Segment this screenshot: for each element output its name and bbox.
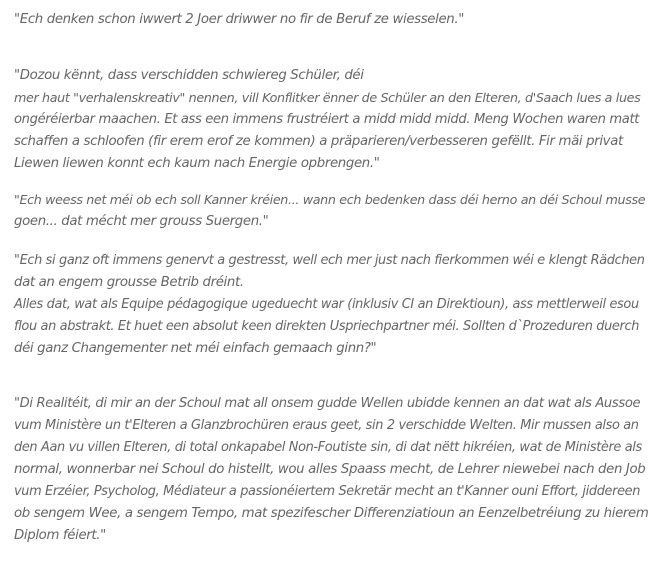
quote-line: goen... dat mécht mer grouss Suergen." [14,214,269,229]
quote-line: "Ech si ganz oft immens genervt a gestresst, well ech mer just nach fierkommen wéi e klengt Rädchen [14,253,645,268]
quote-line: normal, wonnerbar nei Schoul do histellt, wou alles Spaass mecht, de Lehrer niewebei nach den Job [14,462,646,477]
quote-line: "Ech weess net méi ob ech soll Kanner kréien... wann ech bedenken dass déi herno an déi Schoul musse [14,192,646,207]
quote-line: flou an abstrakt. Et huet een absolut keen direkten Uspriechpartner méi. Sollten d`Prozeduren duerch [14,319,640,334]
quote-line: dat an engem grousse Betrib dréint. [14,275,244,290]
quote-4 [14,250,648,360]
quote-line: ongéréierbar maachen. Et ass een immens frustréiert a midd midd midd. Meng Wochen waren matt [14,112,640,127]
quote-line: schaffen a schloofen (fir erem erof ze kommen) a präparieren/verbesseren gefëllt. Fir mäi privat [14,134,623,149]
quote-line: Diplom féiert." [14,528,106,543]
quote-line: mer haut "verhalenskreativ" nennen, vill Konflitker ënner de Schüler an den Elteren, d'Saach lues a lues [14,90,641,105]
quote-line: ob sengem Wee, a sengem Tempo, mat spezifescher Differenziatioun an Eenzelbetréiung zu hierem [14,506,649,521]
quote-line: vum Ministère un t'Elteren a Glanzbrochüren eraus geet, sin 2 verschidde Welten. Mir mussen also an [14,418,639,433]
quote-line: Alles dat, wat als Equipe pédagogique ugeduecht war (inklusiv CI an Direktioun), ass mettlerweil esou [14,297,639,312]
quote-line: Liewen liewen konnt ech kaum nach Energie opbrengen." [14,156,380,171]
quote-3 [14,189,648,233]
quote-5 [14,393,648,547]
quote-line: "Dozou kënnt, dass verschidden schwiereg Schüler, déi [14,68,364,83]
quote-line: déi ganz Changementer net méi einfach gemaach ginn?" [14,341,377,356]
quote-line: den Aan vu villen Elteren, di total onkapabel Non-Foutiste sin, di dat nëtt hikréien, wat de Ministère als [14,440,642,455]
quote-line: vum Erzéier, Psycholog, Médiateur a passionéiertem Sekretär mecht an t'Kanner ouni Effort, jiddereen [14,484,641,499]
quote-1 [14,9,648,31]
quote-2 [14,65,648,175]
quote-line: "Ech denken schon iwwert 2 Joer driwwer no fir de Beruf ze wiesselen." [14,12,465,27]
quote-line: "Di Realitéit, di mir an der Schoul mat all onsem gudde Wellen ubidde kennen an dat wat als Aussoe [14,396,641,411]
